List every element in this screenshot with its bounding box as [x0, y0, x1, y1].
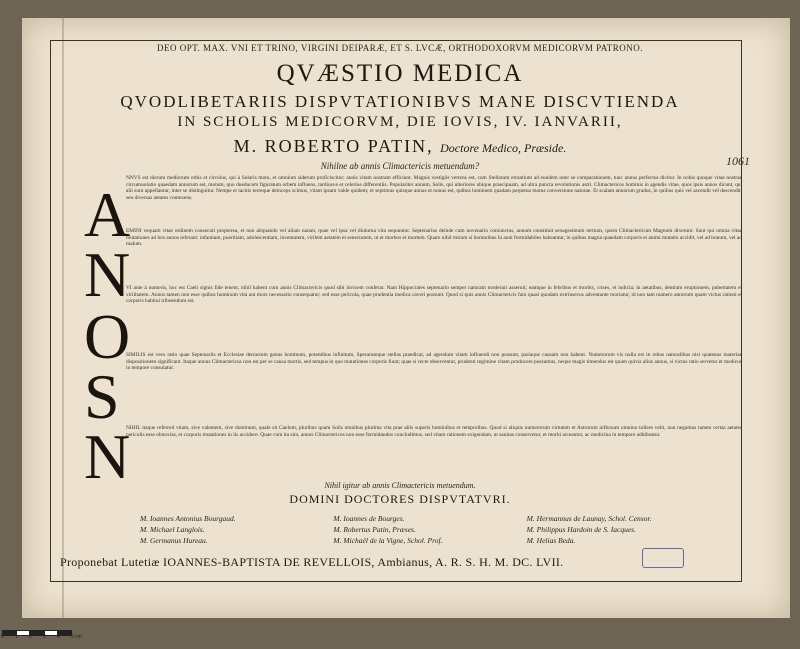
doctor-name: M. Ioannes de Bourges.: [333, 514, 405, 523]
paragraph-text: VI ante à numeris, hoc est Caeli signis fide tenent, nihil habent cum annis Climactericis quod sibi invicem conferat. Nam Hippocrates septenario semper naturam moderari asseruit; eamque in febribus et morbis, crises, et iudicia; in aetatibus, dentium eruptionem, pubertatem et virilitatem. Annos tamen non esse quibus hominum vita aut mors necessario consequatur; sed esse pericula, quae prudentia medica caveri possunt. Quod si quis annis Climactericis fato quasi quodam extrinsecus adventante moriatur, id non tam numero annorum quam victus rationi et corporis habitui tribuendum est.: [126, 285, 742, 305]
ruler-segment: [16, 630, 30, 636]
doctor-name: M. Ioannes Antonius Bourgaud.: [140, 514, 236, 523]
praeses-line: [0, 136, 800, 157]
ruler-label: 5 cm: [71, 634, 82, 640]
paragraph-2: [126, 228, 742, 280]
question: Nihilne ab annis Climactericis metuendum?: [320, 161, 480, 171]
paragraph-3: [126, 285, 742, 345]
doctor-name: M. Michael Langlois.: [140, 525, 205, 534]
proponebat-line: Proponebat Lutetiæ IOANNES-BAPTISTA DE REVELLOIS, Ambianus, A. R. S. H. M. DC. LVII.: [60, 555, 564, 569]
ruler-segment: [30, 630, 44, 636]
big-letter-n2: N: [84, 421, 131, 492]
paragraph-5: [126, 425, 742, 479]
paragraph-text: SIMILIS est vero ratio quae Septenariis et Ecclesiae detractum genus hominum, potentibus infinitum, Sperarumque stellas praedicat, ad agendum vitam influendi non possunt, pariaque causam non habent. Numerorum vis nulla est in rebus naturalibus nisi quatenus materiae dispositionem significant. Itaque annus Climactericus non est per se causa mortis, sed tempus in quo mutationes corporis fiunt; quae si recte observentur, prudenti regimine vitam producere possumus, neque magis timendus est quam quivis alius annus, si victus ratio servetur et medicus in tempore consulatur.: [126, 352, 742, 372]
ruler-segment: [58, 630, 72, 636]
doctor-name: M. Helias Beda.: [526, 536, 576, 545]
conclusion: Nihil igitur ab annis Climactericis metuendum.: [324, 481, 476, 490]
folio-number: 1061: [726, 154, 750, 168]
big-letter-o: O: [84, 301, 131, 372]
doctor-name: M. Germanus Hureau.: [140, 536, 208, 545]
doctor-name: M. Michaël de la Vigne, Schol. Prof.: [333, 536, 443, 545]
ruler-label: 0: [1, 634, 4, 640]
subtitle-line: QVODLIBETARIIS DISPVTATIONIBVS MANE DISCVTIENDA: [120, 92, 680, 111]
scale-ruler: [0, 630, 90, 639]
big-letter-n: N: [84, 239, 131, 310]
doctor-name: M. Philippus Hardoin de S. Iacques.: [526, 525, 636, 534]
dedication: DEO OPT. MAX. VNI ET TRINO, VIRGINI DEIPARÆ, ET S. LVCÆ, ORTHODOXORVM MEDICORVM PATRONO.: [156, 43, 644, 53]
paragraph-text: NIHIL itaque referred vitam, sive valentem, sive dominum, quale sit Caelum, pluribus quam Solis omnibus plurima vita prae aliis superis hominibus et temporibus. Quod si aliquis numerorum virtutem et Astrorum influxum omnino tollere velit, non negamus tamen certas aetates periculis esse obnoxias, et corporis mutationes in iis accidere. Quae cum ita sint, annos Climactericos non esse formidandos concludimus, sed vitam rationem exigendam, ut sanitas conservetur, et morbi arceantur, ac medicina in tempore adhibeatur.: [126, 425, 742, 438]
main-title: QVÆSTIO MEDICA: [276, 60, 524, 87]
big-letter-a: A: [84, 179, 131, 250]
ruler-label: 3: [43, 634, 46, 640]
doctor-name: M. Robertus Patin, Præses.: [333, 525, 416, 534]
ruler-label: 4: [57, 634, 60, 640]
ruler-segment: [44, 630, 58, 636]
paragraph-4: [126, 352, 742, 420]
praeses-role: Doctore Medico, Præside.: [440, 141, 567, 155]
praeses-name: M. ROBERTO PATIN,: [233, 136, 434, 156]
paragraph-text: EMINI vequam vitae ordinem consecuti propterea, et non aliquando vel aliam natam, quae vel ipsa vel diuturna vita sequuntur. Septenarius deinde cum novenario coniunctus, annum constituit sexagesimum tertium, quem Climactericum Magnum dixerunt. Sunt qui omnia vitae mutationes ad hos annos referant: infantiam, pueritiam, adolescentiam, iuventutem, virilem aetatem et senectutem, ut et morbos et mortem. Quare nihil mirum si hominibus hi anni formidabiles habeantur, in quibus magna quaedam corporis et animi mutatio accidit, vel ad bonum, vel ad malum.: [126, 228, 742, 248]
ruler-segment: [2, 630, 16, 636]
doctores-heading: DOMINI DOCTORES DISPVTATVRI.: [289, 492, 511, 506]
schedule-line: IN SCHOLIS MEDICORVM, DIE IOVIS, IV. IANVARII,: [177, 114, 623, 130]
doctores-list: [140, 514, 700, 545]
paragraph-text: NNVS est dierum mediorum orbis et circulus, qui à Solaris motu, et omnium siderum proficiscitur; annis vitam nostram efficiunt. Magnis vestigiis vertens est, cum Stellarum errantium ad eundem inter se comparationem, tunc annus perfectus dicitur. In nobis quoque vitae nostrae circumuolutio quaedam annorum est, motum, quo dueducem figuratum orbem influens, tardiusve et celerius differentiis. Populariter annum, Solis, qui ulteriores ubique praecipuam, ad ultra puncta revolutionis astri. Climactericos hominis in agendis vitae, quos ipsis annos dicunt, qui alii sunt appellantur, inter se distinguitur. Nempe et tacitis terreque deinceps scimus, vitam ipsam valde quidem; et septimus quisque annus et nonus est, quibus hominem quadam perpetua motus conversione naturae. Et scalam annorum gradus, in quibus quis vel ascendit vel descendit, seu diversas aetates contexens.: [126, 175, 742, 201]
paragraph-1: [126, 175, 742, 221]
doctor-name: M. Hermannus de Launay, Schol. Censor.: [526, 514, 652, 523]
ruler-label: 1: [15, 634, 18, 640]
big-letter-s: S: [84, 361, 120, 432]
ruler-label: 2: [29, 634, 32, 640]
